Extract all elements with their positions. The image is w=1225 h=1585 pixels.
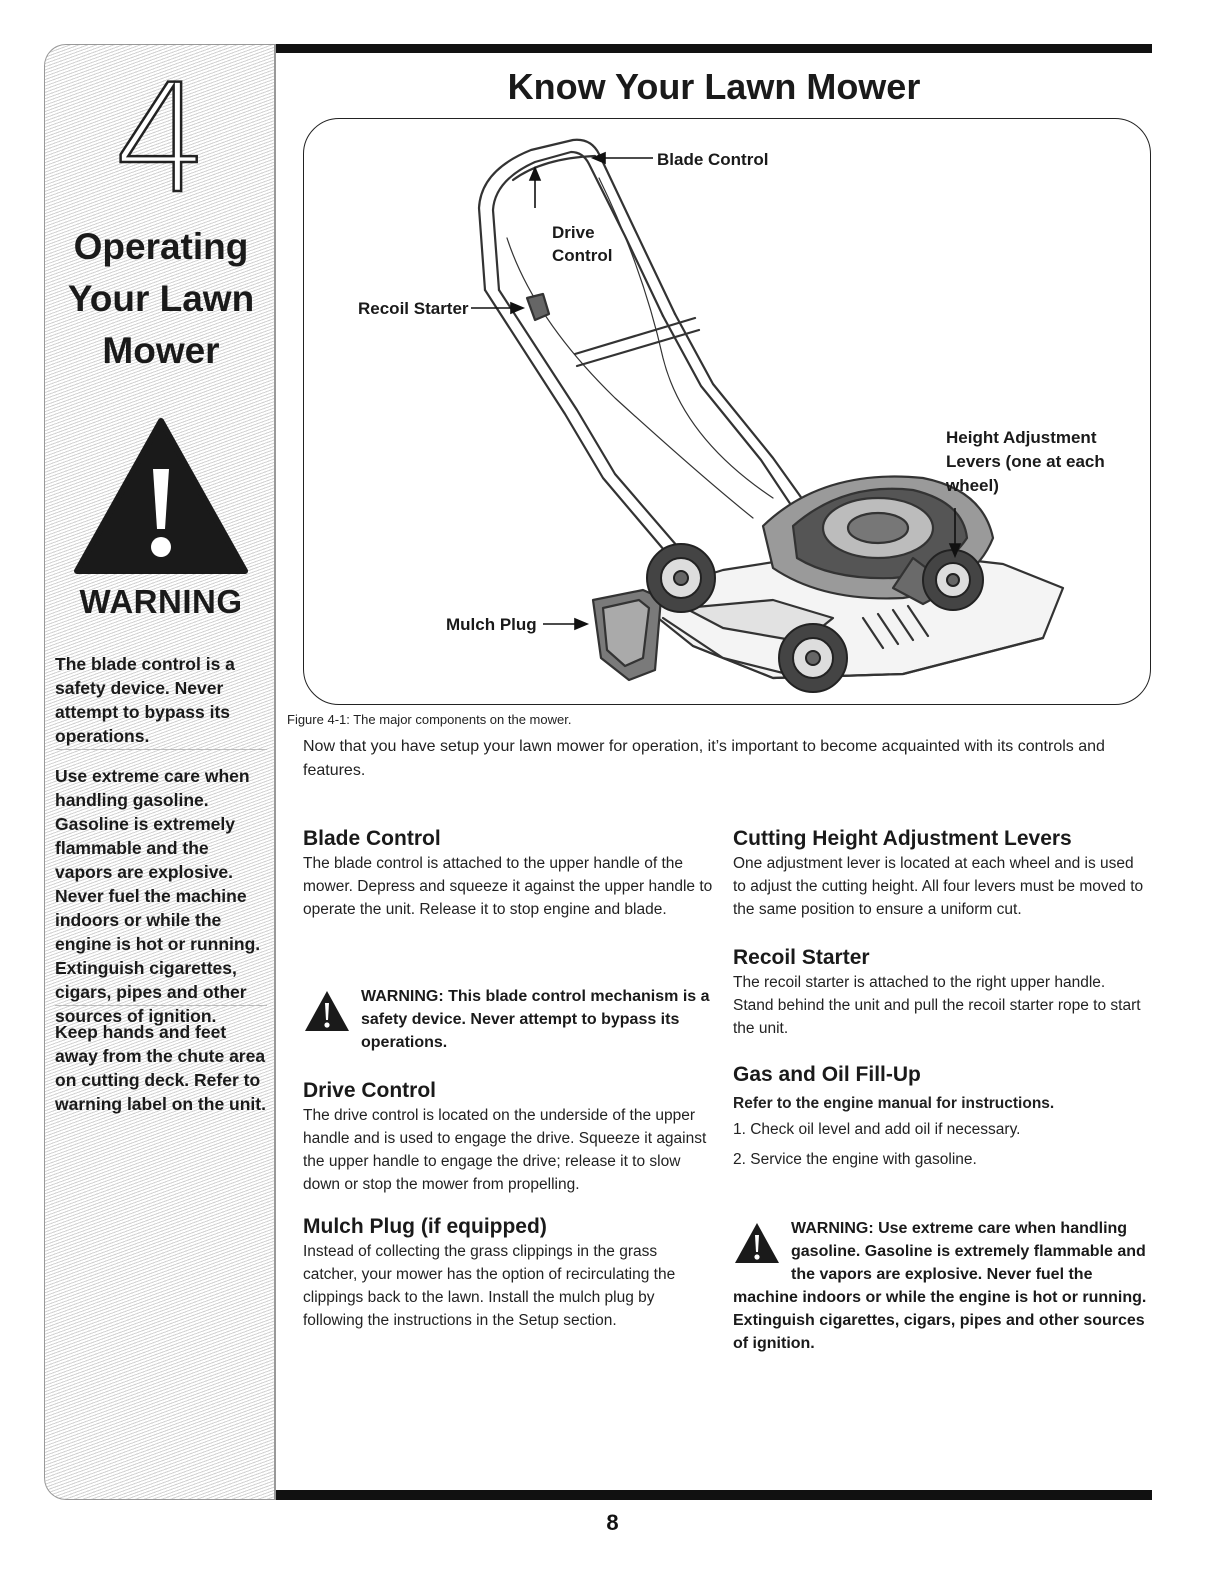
callout-height-adjustment: Levers (one at each	[946, 452, 1105, 471]
section-body: Instead of collecting the grass clippings in the grass catcher, your mower has the option of recirculating the clippings back to the lawn. Install the mulch plug by following the instructions in the Setup section.	[303, 1243, 676, 1329]
gas-warning-text: WARNING: Use extreme care when handling gasoline. Gasoline is extremely flammable and the vapors are explosive. Never fuel the machine indoors or while the engine is hot or running. Extinguish cigarettes, cigars, pipes and other sources of ignition.	[733, 1220, 1147, 1352]
section-recoil-starter	[733, 945, 1145, 1040]
chapter-title-line: Operating	[73, 226, 249, 267]
section-blade-control	[303, 826, 715, 921]
blade-warning-text: WARNING: This blade control mechanism is a safety device. Never attempt to bypass its operations.	[361, 988, 710, 1051]
section-body: The drive control is located on the underside of the upper handle and is used to engage the drive. Squeeze it against the upper handle to engage the drive; release it to slow down or stop the mower from propelling.	[303, 1107, 707, 1193]
chapter-title	[45, 221, 277, 377]
sidebar-divider	[55, 1005, 267, 1006]
sidebar-note: The blade control is a safety device. Never attempt to bypass its operations.	[55, 654, 235, 746]
top-rule	[276, 44, 1152, 53]
chapter-title-line: Your Lawn	[67, 278, 255, 319]
page-title: Know Your Lawn Mower	[507, 66, 921, 107]
page-number: 8	[606, 1510, 619, 1535]
callout-drive-control: Drive	[552, 223, 595, 242]
sidebar-divider	[55, 749, 267, 750]
warning-triangle-icon	[733, 1221, 781, 1265]
section-body: The blade control is attached to the upper handle of the mower. Depress and squeeze it against the upper handle to operate the unit. Release it to stop engine and blade.	[303, 855, 713, 918]
section-heading: Drive Control	[303, 1079, 437, 1102]
intro-paragraph: Now that you have setup your lawn mower for operation, it’s important to become acquainted with its controls and features.	[303, 738, 1105, 779]
chapter-title-line: Mower	[102, 330, 220, 371]
callout-height-adjustment: wheel)	[946, 476, 999, 495]
section-body: One adjustment lever is located at each wheel and is used to adjust the cutting height. All four levers must be moved to the same position to ensure a uniform cut.	[733, 855, 1144, 918]
list-item: 1. Check oil level and add oil if necessary.	[733, 1121, 1021, 1138]
sidebar-note: Keep hands and feet away from the chute area on cutting deck. Refer to warning label on the unit.	[55, 1022, 266, 1114]
blade-warning	[303, 985, 713, 1054]
section-heading: Gas and Oil Fill-Up	[733, 1063, 921, 1086]
lawn-mower-illustration	[303, 118, 1151, 705]
callout-recoil-starter: Recoil Starter	[358, 299, 469, 318]
callout-drive-control: Control	[552, 246, 613, 265]
gas-warning	[733, 1217, 1151, 1355]
figure-caption: Figure 4-1: The major components on the mower.	[287, 712, 572, 727]
callout-blade-control: Blade Control	[657, 150, 769, 169]
chapter-number: 4	[113, 53, 209, 227]
section-heading: Recoil Starter	[733, 946, 870, 969]
section-heading: Cutting Height Adjustment Levers	[733, 827, 1072, 850]
warning-heading: WARNING	[79, 583, 243, 620]
section-cutting-height	[733, 826, 1145, 921]
callout-height-adjustment: Height Adjustment	[946, 428, 1097, 447]
list-item: 2. Service the engine with gasoline.	[733, 1151, 977, 1168]
gas-oil-refer: Refer to the engine manual for instructions.	[733, 1095, 1055, 1112]
section-heading: Blade Control	[303, 827, 441, 850]
section-gas-oil	[733, 1062, 1145, 1175]
gas-oil-steps	[733, 1115, 1145, 1175]
section-drive-control	[303, 1078, 715, 1196]
callout-mulch-plug: Mulch Plug	[446, 615, 537, 634]
warning-triangle-icon	[303, 989, 351, 1033]
section-mulch-plug	[303, 1214, 715, 1332]
section-heading: Mulch Plug (if equipped)	[303, 1215, 547, 1238]
warning-triangle-icon	[73, 417, 249, 575]
sidebar-note: Use extreme care when handling gasoline. Gasoline is extremely flammable and the vapors are explosive. Never fuel the machine indoors or while the engine is hot or running. Extinguish cigarettes, cigars, pipes and other sources of ignition.	[55, 766, 261, 1026]
bottom-rule	[276, 1490, 1152, 1500]
chapter-sidebar	[44, 44, 276, 1500]
section-body: The recoil starter is attached to the right upper handle. Stand behind the unit and pull the recoil starter rope to start the unit.	[733, 974, 1141, 1037]
